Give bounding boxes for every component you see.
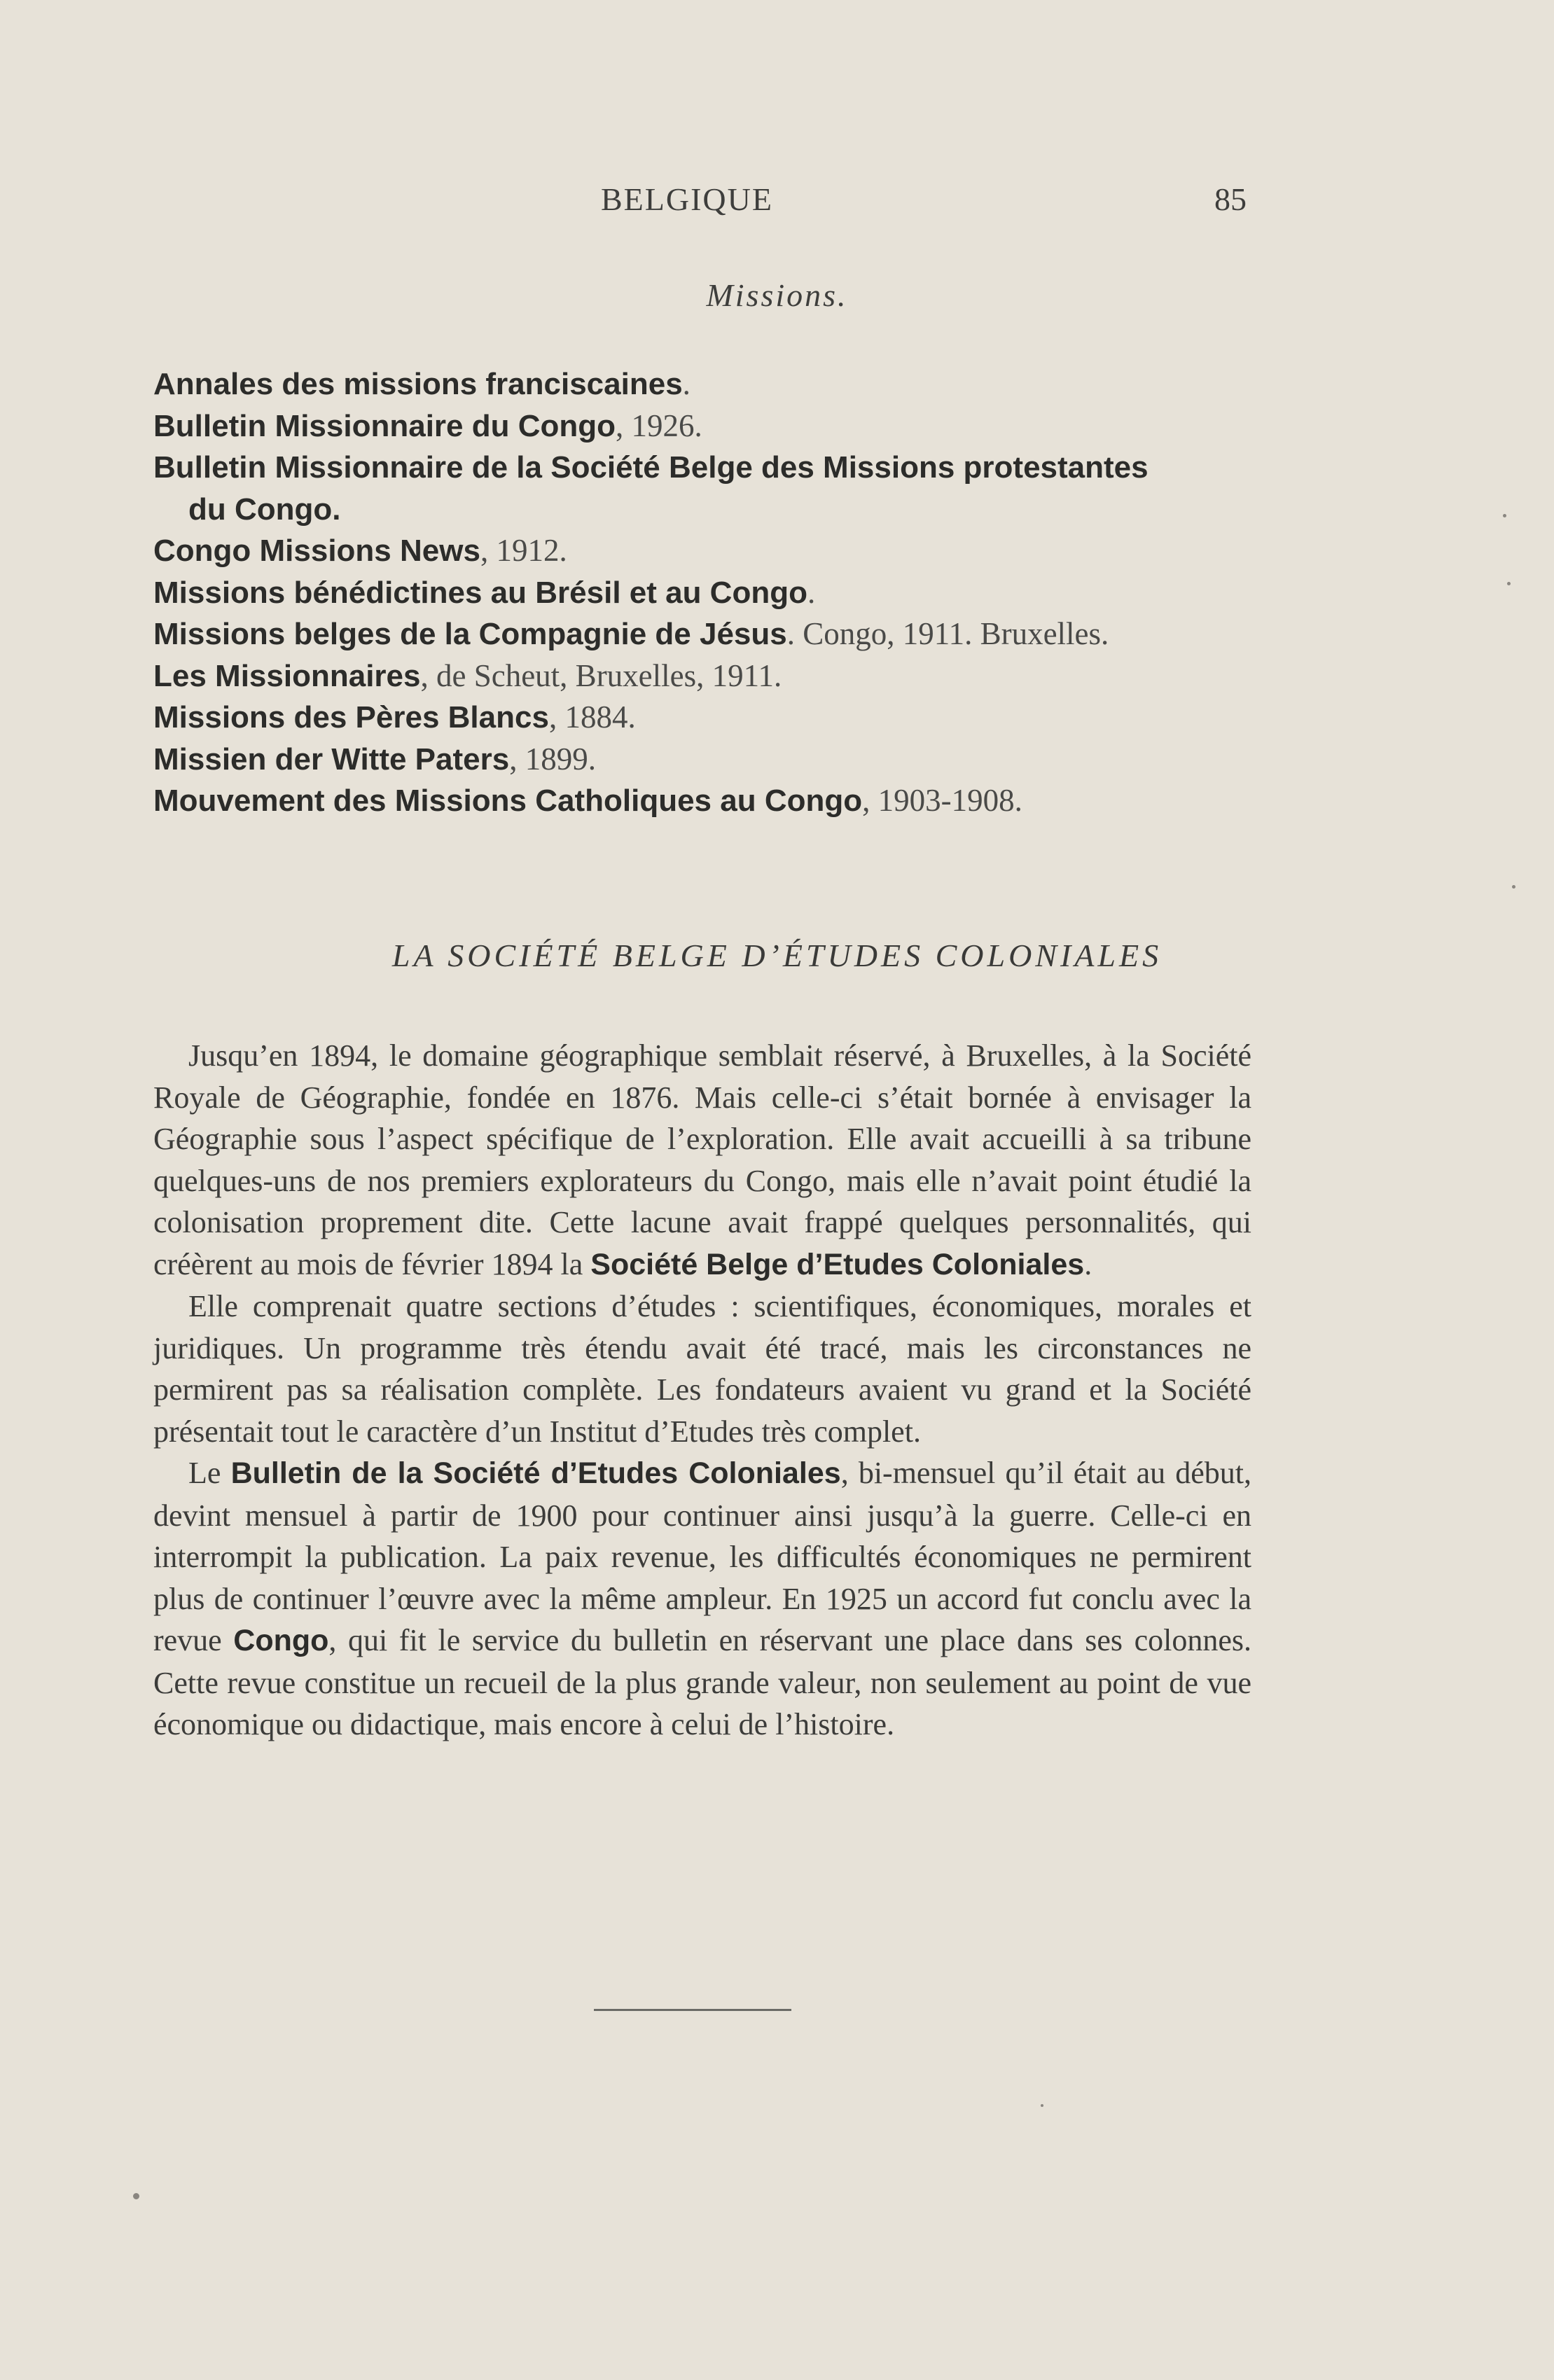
paper-speck (133, 2193, 139, 2199)
list-item: Missien der Witte Paters, 1899. (153, 741, 596, 777)
running-head (0, 181, 1554, 223)
paper-speck (1503, 514, 1506, 517)
paper-speck (1041, 2104, 1043, 2107)
list-item: Missions bénédictines au Brésil et au Congo. (153, 574, 816, 610)
list-item: Bulletin Missionnaire du Congo, 1926. (153, 408, 702, 443)
running-head-title: BELGIQUE (601, 181, 773, 217)
paper-speck (1507, 582, 1511, 585)
paragraph-3: Le Bulletin de la Société d’Etudes Coloniales, bi-mensuel qu’il était au début, devint mensuel à partir de 1900 pour continuer ainsi jusqu’à la guerre. Celle-ci en interrompit la publication. La paix revenue, les difficultés économiques ne permirent plus de continuer l’œuvre avec la même ampleur. En 1925 un accord fut conclu avec la revue Congo, qui fit le service du bulletin en réservant une place dans ses colonnes. Cette revue constitue un recueil de la plus grande valeur, non seulement au point de vue économique ou didactique, mais encore à celui de l’histoire. (153, 1456, 1252, 1741)
list-item: Missions des Pères Blancs, 1884. (153, 700, 636, 735)
list-item: Annales des missions franciscaines. (153, 366, 691, 401)
list-item: Missions belges de la Compagnie de Jésus. Congo, 1911. Bruxelles. (153, 616, 1109, 651)
list-item: Bulletin Missionnaire de la Société Belge des Missions protestantes du Congo. (153, 450, 1149, 527)
missions-list (153, 363, 1253, 822)
paragraph-1: Jusqu’en 1894, le domaine géographique semblait réservé, à Bruxelles, à la Société Royale de Géographie, fondée en 1876. Mais celle-ci s’était bornée à envisager la Géographie sous l’aspect spécifique de l’exploration. Elle avait accueilli à sa tribune quelques-uns de nos premiers explorateurs du Congo, mais elle n’avait point étudié la colonisation proprement dite. Cette lacune avait frappé quelques personnalités, qui créèrent au mois de février 1894 la Société Belge d’Etudes Coloniales. (153, 1038, 1251, 1281)
section-body (153, 1035, 1251, 1746)
list-item: Congo Missions News, 1912. (153, 533, 567, 568)
missions-heading: Missions. (706, 277, 848, 313)
section-title: LA SOCIÉTÉ BELGE D’ÉTUDES COLONIALES (391, 938, 1163, 973)
end-rule (594, 2009, 791, 2011)
list-item: Mouvement des Missions Catholiques au Congo, 1903-1908. (153, 783, 1022, 818)
list-item: Les Missionnaires, de Scheut, Bruxelles, 1911. (153, 657, 782, 693)
paper-speck (1512, 885, 1515, 889)
paragraph-2: Elle comprenait quatre sections d’études : scientifiques, économiques, morales et juridiques. Un programme très étendu avait été tracé, mais les circonstances ne permirent pas sa réalisation complète. Les fondateurs avaient vu grand et la Société présentait tout le caractère d’un Institut d’Etudes très complet. (153, 1289, 1251, 1449)
page-number: 85 (1214, 181, 1247, 217)
